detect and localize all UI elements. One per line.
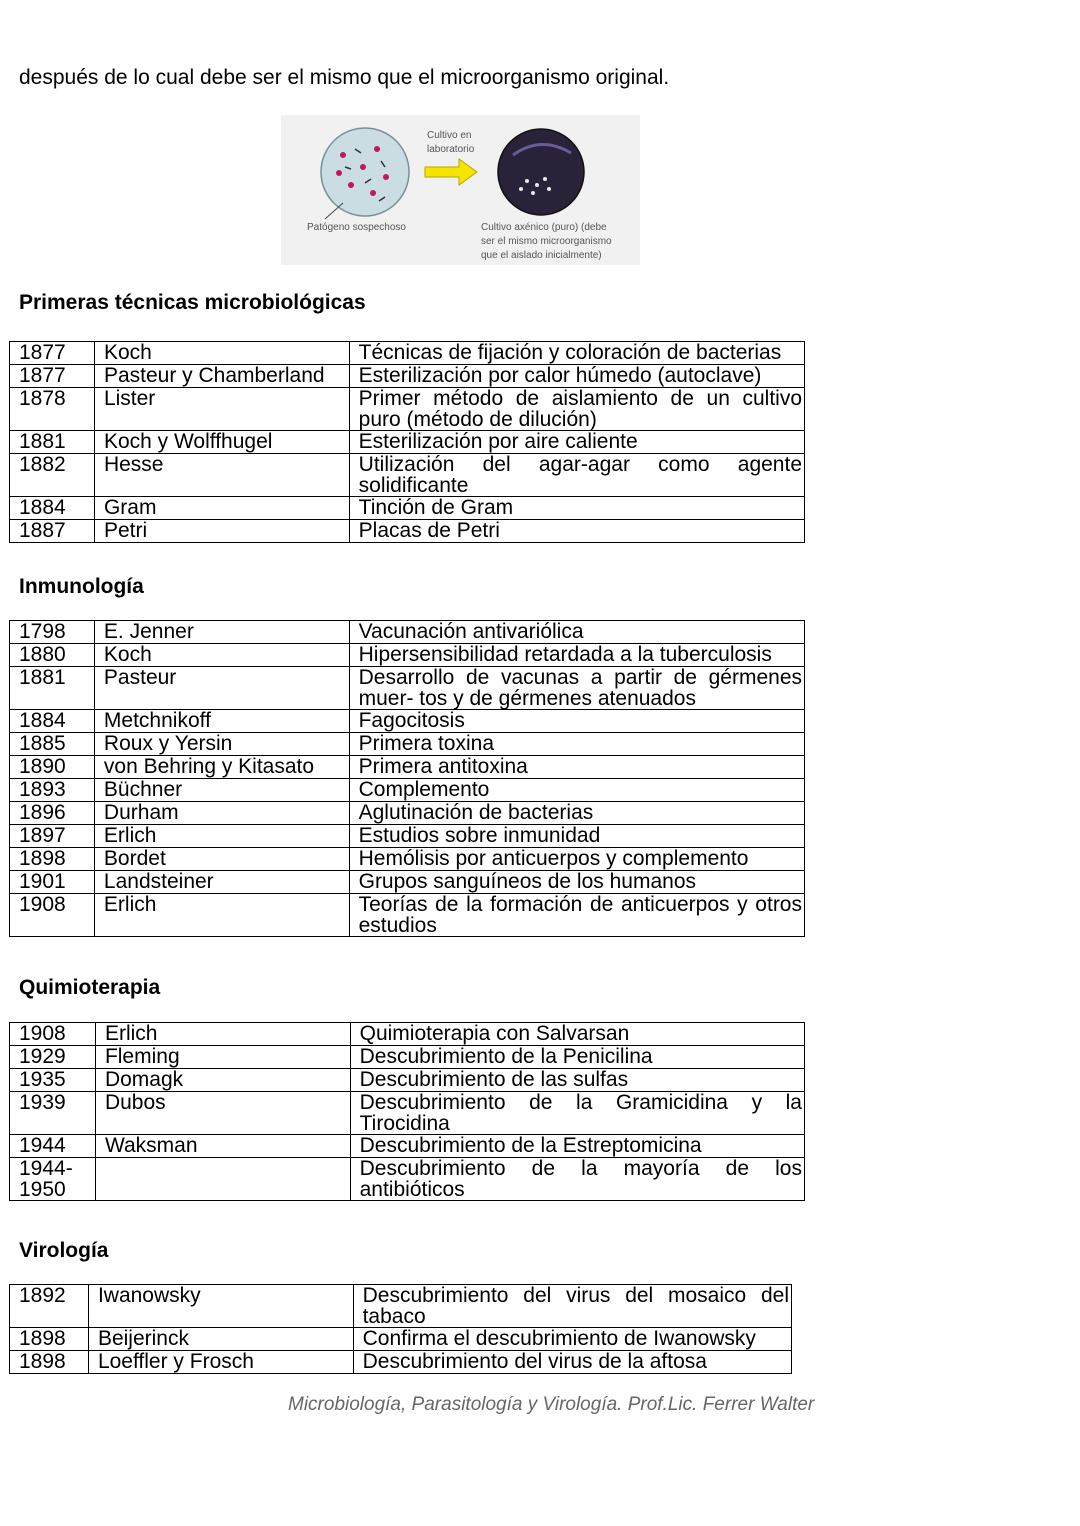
axenic-culture-icon xyxy=(498,129,584,215)
right-caption-line-1: Cultivo axénico (puro) (debe xyxy=(481,222,607,233)
name-cell: Hesse xyxy=(94,454,349,497)
section-title-techniques: Primeras técnicas microbiológicas xyxy=(19,291,366,314)
description-cell: Desarrollo de vacunas a partir de gérmenes muer- tos y de gérmenes atenuados xyxy=(349,667,804,710)
immunology-table xyxy=(9,620,805,937)
description-cell: Descubrimiento de las sulfas xyxy=(350,1069,804,1092)
year-cell: 1880 xyxy=(10,644,95,667)
description-cell: Hipersensibilidad retardada a la tuberculosis xyxy=(349,644,804,667)
year-cell: 1877 xyxy=(10,342,95,365)
culture-figure xyxy=(281,115,640,265)
virology-table xyxy=(9,1284,792,1374)
description-cell: Primera toxina xyxy=(349,733,804,756)
description-cell: Placas de Petri xyxy=(349,520,804,543)
table-row xyxy=(10,871,805,894)
name-cell: Dubos xyxy=(95,1092,350,1135)
description-cell: Aglutinación de bacterias xyxy=(349,802,804,825)
year-cell: 1944 xyxy=(10,1135,96,1158)
name-cell: Petri xyxy=(94,520,349,543)
year-cell: 1908 xyxy=(10,1023,96,1046)
year-cell: 1896 xyxy=(10,802,95,825)
name-cell: Durham xyxy=(94,802,349,825)
name-cell: Domagk xyxy=(95,1069,350,1092)
description-cell: Primera antitoxina xyxy=(349,756,804,779)
year-cell: 1884 xyxy=(10,710,95,733)
year-cell: 1929 xyxy=(10,1046,96,1069)
right-caption-line-3: que el aislado inicialmente) xyxy=(481,250,602,261)
petri-dish-icon xyxy=(321,128,409,216)
description-cell: Descubrimiento de la Estreptomicina xyxy=(350,1135,804,1158)
name-cell: Iwanowsky xyxy=(88,1285,353,1328)
name-cell: Loeffler y Frosch xyxy=(88,1351,353,1374)
year-cell: 1890 xyxy=(10,756,95,779)
name-cell: Beijerinck xyxy=(88,1328,353,1351)
table-row xyxy=(10,848,805,871)
year-cell: 1935 xyxy=(10,1069,96,1092)
table-row xyxy=(10,1135,805,1158)
description-cell: Descubrimiento del virus del mosaico del tabaco xyxy=(353,1285,791,1328)
year-cell: 1887 xyxy=(10,520,95,543)
table-row xyxy=(10,894,805,937)
pointer-line xyxy=(325,203,343,219)
description-cell: Descubrimiento de la Gramicidina y la Tirocidina xyxy=(350,1092,804,1135)
name-cell: Bordet xyxy=(94,848,349,871)
year-cell: 1898 xyxy=(10,1328,89,1351)
year-cell: 1944- 1950 xyxy=(10,1158,96,1201)
section-title-virology: Virología xyxy=(19,1239,109,1262)
table-row xyxy=(10,1046,805,1069)
table-row xyxy=(10,431,805,454)
table-row xyxy=(10,497,805,520)
left-caption: Patógeno sospechoso xyxy=(307,222,406,233)
table-row xyxy=(10,1351,792,1374)
description-cell: Estudios sobre inmunidad xyxy=(349,825,804,848)
description-cell: Tinción de Gram xyxy=(349,497,804,520)
arrow-right-icon xyxy=(425,159,477,185)
description-cell: Esterilización por aire caliente xyxy=(349,431,804,454)
page-footer: Microbiología, Parasitología y Virología. Prof.Lic. Ferrer Walter xyxy=(288,1394,815,1415)
intro-paragraph: después de lo cual debe ser el mismo que el microorganismo original. xyxy=(19,66,670,89)
section-title-chemotherapy: Quimioterapia xyxy=(19,976,161,999)
name-cell: Koch xyxy=(94,644,349,667)
table-row xyxy=(10,756,805,779)
year-cell: 1893 xyxy=(10,779,95,802)
name-cell: Büchner xyxy=(94,779,349,802)
table-row xyxy=(10,644,805,667)
year-cell: 1882 xyxy=(10,454,95,497)
table-row xyxy=(10,1285,792,1328)
year-cell: 1877 xyxy=(10,365,95,388)
name-cell xyxy=(95,1158,350,1201)
table-row xyxy=(10,388,805,431)
year-cell: 1901 xyxy=(10,871,95,894)
name-cell: Erlich xyxy=(94,825,349,848)
table-row xyxy=(10,342,805,365)
table-row xyxy=(10,710,805,733)
table-row xyxy=(10,1069,805,1092)
name-cell: Gram xyxy=(94,497,349,520)
name-cell: Koch xyxy=(94,342,349,365)
name-cell: Koch y Wolffhugel xyxy=(94,431,349,454)
description-cell: Descubrimiento del virus de la aftosa xyxy=(353,1351,791,1374)
description-cell: Técnicas de fijación y coloración de bacterias xyxy=(349,342,804,365)
name-cell: von Behring y Kitasato xyxy=(94,756,349,779)
table-row xyxy=(10,733,805,756)
table-row xyxy=(10,365,805,388)
table-row xyxy=(10,779,805,802)
description-cell: Fagocitosis xyxy=(349,710,804,733)
description-cell: Grupos sanguíneos de los humanos xyxy=(349,871,804,894)
name-cell: Roux y Yersin xyxy=(94,733,349,756)
table-row xyxy=(10,1023,805,1046)
table-row xyxy=(10,520,805,543)
arrow-label-line-2: laboratorio xyxy=(427,144,475,155)
year-cell: 1897 xyxy=(10,825,95,848)
right-caption-line-2: ser el mismo microorganismo xyxy=(481,236,612,247)
table-row xyxy=(10,1328,792,1351)
table-row xyxy=(10,802,805,825)
name-cell: Lister xyxy=(94,388,349,431)
name-cell: Pasteur y Chamberland xyxy=(94,365,349,388)
name-cell: E. Jenner xyxy=(94,621,349,644)
table-row xyxy=(10,1092,805,1135)
name-cell: Fleming xyxy=(95,1046,350,1069)
table-row xyxy=(10,1158,805,1201)
year-cell: 1892 xyxy=(10,1285,89,1328)
chemotherapy-table xyxy=(9,1022,805,1201)
description-cell: Descubrimiento de la mayoría de los antibióticos xyxy=(350,1158,804,1201)
description-cell: Complemento xyxy=(349,779,804,802)
year-cell: 1884 xyxy=(10,497,95,520)
table-row xyxy=(10,621,805,644)
name-cell: Erlich xyxy=(94,894,349,937)
section-title-immunology: Inmunología xyxy=(19,575,144,598)
description-cell: Utilización del agar-agar como agente solidificante xyxy=(349,454,804,497)
name-cell: Pasteur xyxy=(94,667,349,710)
year-cell: 1898 xyxy=(10,1351,89,1374)
description-cell: Primer método de aislamiento de un cultivo puro (método de dilución) xyxy=(349,388,804,431)
description-cell: Teorías de la formación de anticuerpos y otros estudios xyxy=(349,894,804,937)
year-cell: 1898 xyxy=(10,848,95,871)
year-cell: 1881 xyxy=(10,431,95,454)
year-cell: 1939 xyxy=(10,1092,96,1135)
year-cell: 1885 xyxy=(10,733,95,756)
year-cell: 1881 xyxy=(10,667,95,710)
year-cell: 1798 xyxy=(10,621,95,644)
name-cell: Metchnikoff xyxy=(94,710,349,733)
table-row xyxy=(10,825,805,848)
techniques-table xyxy=(9,341,805,543)
description-cell: Hemólisis por anticuerpos y complemento xyxy=(349,848,804,871)
description-cell: Quimioterapia con Salvarsan xyxy=(350,1023,804,1046)
table-row xyxy=(10,454,805,497)
year-cell: 1878 xyxy=(10,388,95,431)
description-cell: Confirma el descubrimiento de Iwanowsky xyxy=(353,1328,791,1351)
name-cell: Erlich xyxy=(95,1023,350,1046)
name-cell: Waksman xyxy=(95,1135,350,1158)
description-cell: Descubrimiento de la Penicilina xyxy=(350,1046,804,1069)
year-cell: 1908 xyxy=(10,894,95,937)
table-row xyxy=(10,667,805,710)
arrow-label-line-1: Cultivo en xyxy=(427,130,472,141)
description-cell: Vacunación antivariólica xyxy=(349,621,804,644)
name-cell: Landsteiner xyxy=(94,871,349,894)
description-cell: Esterilización por calor húmedo (autoclave) xyxy=(349,365,804,388)
